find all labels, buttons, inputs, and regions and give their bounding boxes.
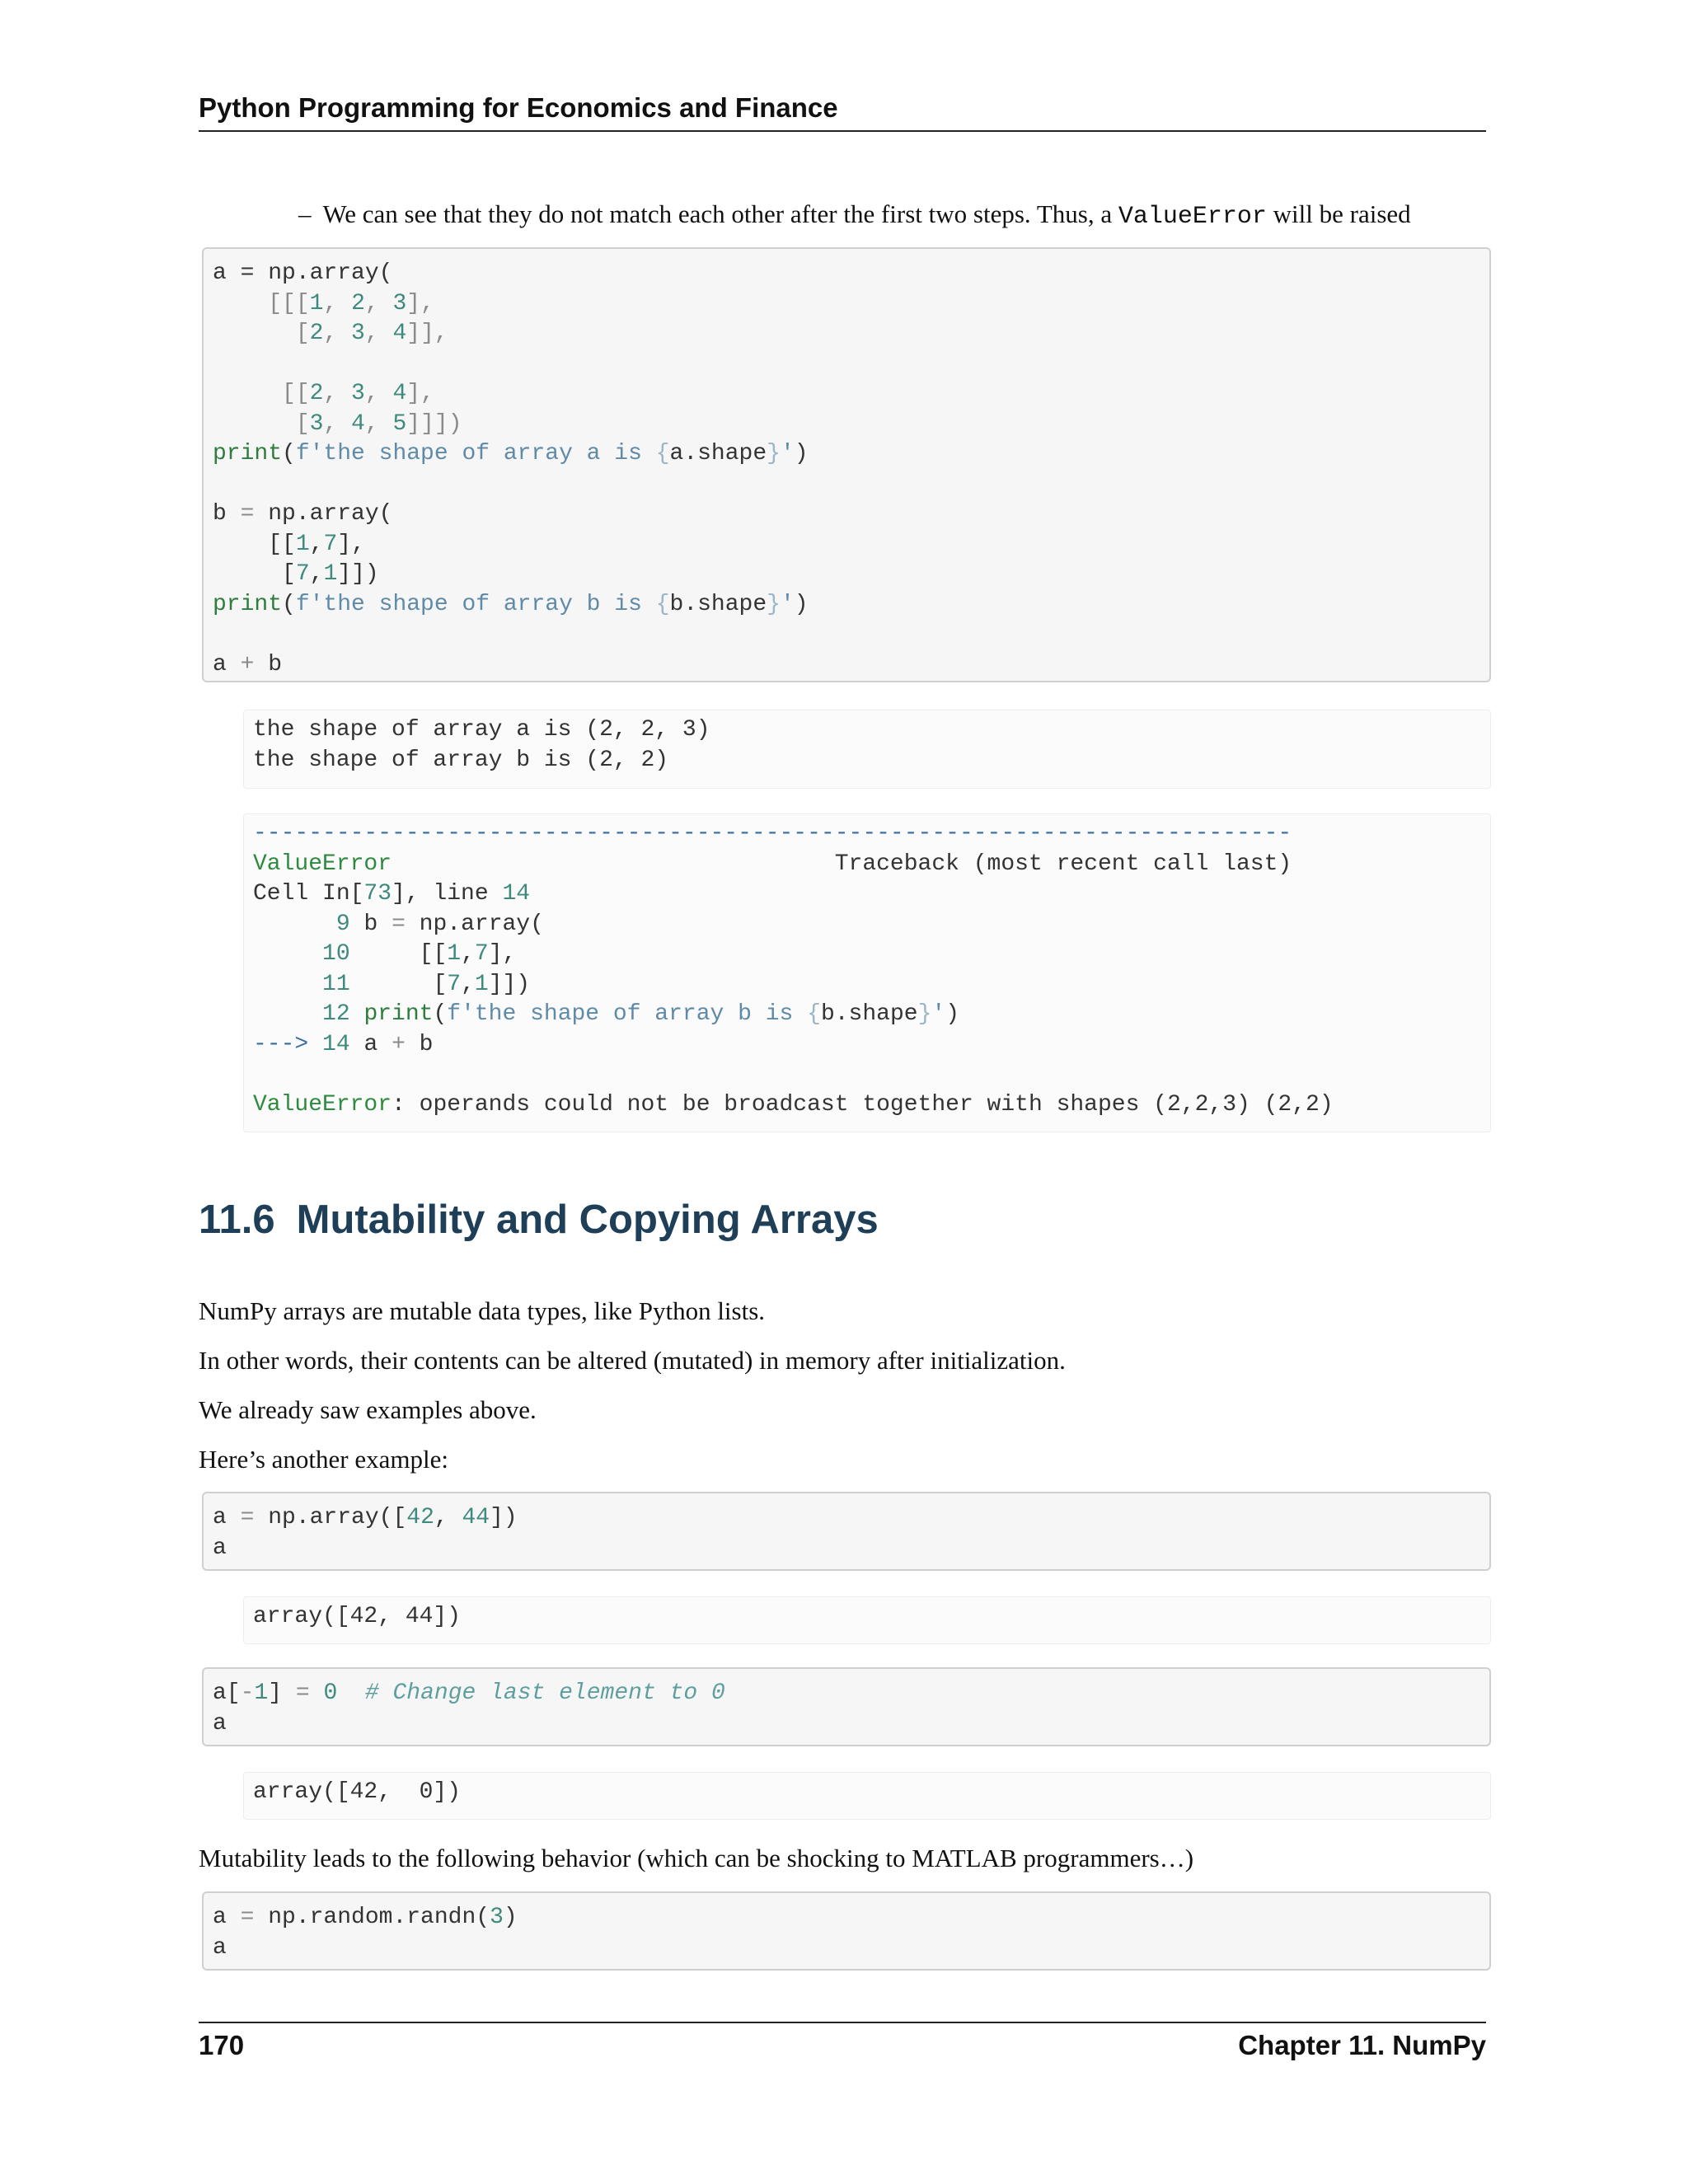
section-number: 11.6 xyxy=(199,1197,275,1242)
code-cell-input[interactable] xyxy=(202,1492,1491,1571)
footer-rule xyxy=(199,2022,1486,2023)
output-line: the shape of array b is (2, 2) xyxy=(253,747,669,773)
traceback-separator: --------------------------------------------------------------------------- xyxy=(253,821,1292,846)
page-number: 170 xyxy=(199,2030,245,2060)
paragraph: In other words, their contents can be altered (mutated) in memory after initialization. xyxy=(199,1346,1066,1375)
code-listing: a[-1] = 0 # Change last element to 0 a xyxy=(213,1680,725,1736)
code-line: a xyxy=(213,1710,227,1736)
code-cell-input[interactable] xyxy=(202,247,1491,682)
bullet-text-before: We can see that they do not match each other after the first two steps. Thus, a xyxy=(322,199,1118,228)
output-listing xyxy=(244,1773,1490,1808)
code-cell-output xyxy=(243,710,1491,789)
paragraph: We already saw examples above. xyxy=(199,1395,537,1424)
paragraph: Mutability leads to the following behavior (which can be shocking to MATLAB programmers…) xyxy=(199,1844,1194,1872)
paragraph: Here’s another example: xyxy=(199,1445,448,1474)
output-listing xyxy=(244,1597,1490,1633)
traceback-listing: --------------------------------------------------------------------------- ValueError Traceback (most recent call last) Cell In[73], line 14 9 b = np.array( 10 [[1,7], 11 [7,1]]) 12 print(f'the shape of array b is {b.shape}') ---> 14 a + b ValueError: operands could not be broadcast together with shapes (2,2,3) (2,2) xyxy=(253,821,1334,1118)
output-listing xyxy=(244,710,1490,776)
output-line: array([42, 44]) xyxy=(253,1604,462,1629)
code-listing: a = np.random.randn(3) a xyxy=(213,1905,518,1961)
code-listing: a = np.array([42, 44]) a xyxy=(213,1505,518,1561)
code-line: a = np.array( xyxy=(213,260,393,286)
bullet-dash: – xyxy=(298,199,312,228)
code-cell-input[interactable] xyxy=(202,1891,1491,1971)
header-rule xyxy=(199,130,1486,132)
code-listing: a = np.array( [[[1, 2, 3], [2, 3, 4]], [[2, 3, 4], [3, 4, 5]]]) print(f'the shape of array a is {a.shape}') b = np.array( [[1,7], [7,1]]) print(f'the shape of array b is {b.shape}') a + b xyxy=(213,260,809,677)
bullet-text-after: will be raised xyxy=(1266,199,1411,228)
output-line: array([42, 0]) xyxy=(253,1779,462,1805)
code-line: a xyxy=(213,1934,227,1961)
code-cell-input[interactable] xyxy=(202,1667,1491,1746)
output-line: the shape of array a is (2, 2, 3) xyxy=(253,717,710,743)
error-traceback xyxy=(243,813,1491,1132)
running-header: Python Programming for Economics and Finance xyxy=(199,92,838,123)
code-cell-output xyxy=(243,1772,1491,1820)
inline-code: ValueError xyxy=(1118,203,1267,231)
code-line: a xyxy=(213,1535,227,1561)
section-title: Mutability and Copying Arrays xyxy=(296,1197,879,1242)
chapter-label: Chapter 11. NumPy xyxy=(1238,2030,1486,2060)
bullet-item xyxy=(298,199,1411,231)
paragraph: NumPy arrays are mutable data types, like Python lists. xyxy=(199,1296,766,1325)
section-heading xyxy=(199,1197,879,1243)
code-cell-output xyxy=(243,1596,1491,1644)
